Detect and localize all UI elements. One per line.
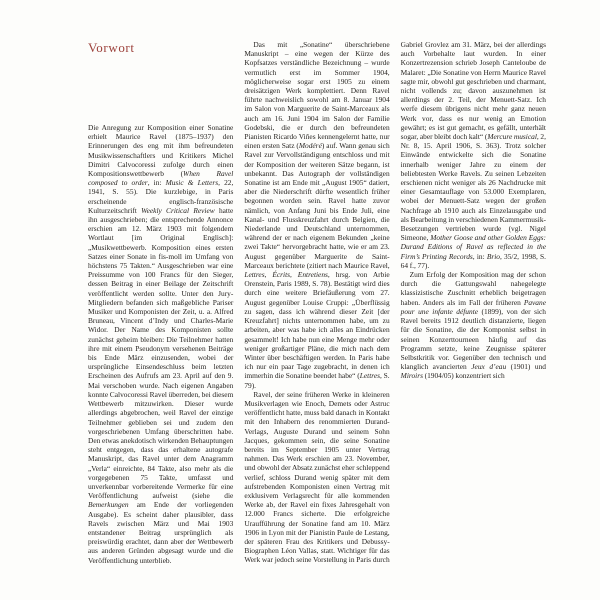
paragraph: Zum Erfolg der Komposition mag der schon durch die Gattungswahl nahegelegte klassizistische Zuschnitt erheblich beigetragen haben. Anders als im Fall der früheren Pavane pour une infante défunte (1899), von der sich Ravel bereits 1912 deutlich distanzierte, liegen für die Sonatine, die der Komponist selbst in seinen Konzerttourneen häufig auf das Programm setzte, keine Zeugnisse späterer Selbstkritik vor. Gegenüber den technisch und klanglich avancierten Jeux d’eau (1901) und Miroirs (1904/05) konzentriert sich bbox=[400, 270, 546, 381]
preface-text-flow bbox=[88, 40, 546, 567]
paragraph: Ravel, der seine früheren Werke in kleineren Musikverlagen wie Enoch, Demets oder Astruc veröffentlicht hatte, muss bald danach in Kontakt mit den Inhabern des renommierten Durand-Verlags, Auguste Durand und seinem Sohn Jacques, gekommen sein, die seine Sonatine bereits im September 1905 unter Vertrag nahmen. Das Werk erschien am 23. November, und obwohl der Absatz zunächst eher schleppend verlief, schloss Durand wenig später mit dem aufstrebenden Komponisten einen Vertrag mit exklusivem Verlagsrecht für alle kommenden Werke ab, der Ravel ein fixes Jahresgehalt von 12.000 Francs sicherte. Die erfolgreiche Uraufführung der Sonatine fand am 10. März 1906 in Lyon mit der Pianistin Paule de Lestang, der späteren Frau des Kritikers und Debussy-Biographen Léon Vallas, statt. Wichtiger für das Werk war jedoch seine Vorstellung in Paris durch Gabriel Grovlez am 31. März, bei der allerdings auch Vorbehalte laut wurden. In einer Konzertrezension schrieb Joseph Canteloube de Malaret: „Die Sonatine von Herrn Maurice Ravel sagte mir, obwohl gut geschrieben und charmant, nicht vollends zu; davon auszunehmen ist allerdings der 2. Teil, der Menuett-Satz. Ich werfe diesem übrigens nicht mehr ganz neuen Werk vor, dass es nur wenig an Emotion gewährt; es ist gut gemacht, es gefällt, unterhält sogar, aber bleibt doch kalt“ (Mercure musical, 2, Nr. 8, 15. April 1906, S. 363). Trotz solcher Einwände entwickelte sich die Sonatine innerhalb weniger Jahre zu einem der beliebtesten Werke Ravels. Zu seinen Lebzeiten erschienen nicht weniger als 26 Nachdrucke mit einer Gesamtauflage von 53.000 Exemplaren, wobei der Menuett-Satz wegen der großen Nachfrage ab 1910 auch als Einzelausgabe und als Bearbeitung in verschiedenen Kammermusik-Besetzungen vertrieben wurde (vgl. Nigel Simeone, Mother Goose and other Golden Eggs: Durand Editions of Ravel as reflected in the Firm’s Printing Records, in: Brio, 35/2, 1998, S. 64 f., 77). bbox=[244, 40, 546, 565]
page-title: Vorwort bbox=[88, 40, 135, 55]
paragraph: Das mit „Sonatine“ überschriebene Manuskript – eine wegen der Kürze des Kopfsatzes verständliche Bezeichnung – wurde vermutlich erst im Sommer 1904, möglicherweise sogar erst 1905 zu einem dreisätzigen Werk komplettiert. Denn Ravel führte nachweislich sowohl am 8. Januar 1904 im Salon von Marguerite de Saint-Marceaux als auch am 16. Juni 1904 im Salon der Familie Godebski, die er durch den befreundeten Pianisten Ricardo Viñes kennengelernt hatte, nur einen ersten Satz (Modéré) auf. Wann genau sich Ravel zur Vervollständigung entschloss und mit der Komposition der weiteren Sätze begann, ist unbekannt. Das Autograph der vollständigen Sonatine ist am Ende mit „August 1905“ datiert, aber die Niederschrift dürfte wesentlich früher begonnen worden sein. Ravel hatte zuvor nämlich, von Anfang Juni bis Ende Juli, eine Kanal- und Flusskreuzfahrt durch Belgien, die Niederlande und Deutschland unternommen, während der er nach eigenem Bekunden „keine zwei Takte“ hervorgebracht hatte, wie er am 23. August gegenüber Marguerite de Saint-Marceaux berichtete (zitiert nach Maurice Ravel, Lettres, Écrits, Entretiens, hrsg. von Arbie Orenstein, Paris 1989, S. 78). Bestätigt wird dies durch eine weitere Briefäußerung vom 27. August gegenüber Louise Cruppi: „Überflüssig zu sagen, dass ich während dieser Zeit [der Kreuzfahrt] nichts unternommen habe, um zu arbeiten, aber was habe ich alles an Eindrücken gesammelt! Ich habe nun eine Menge mehr oder weniger großartiger Pläne, die mich nach dem Winter über beschäftigen werden. In Paris habe ich nur ein paar Tage zugebracht, in denen ich immerhin die Sonatine beendet habe“ (Lettres, S. 79). bbox=[244, 40, 390, 390]
paragraph: Die Anregung zur Komposition einer Sonatine erhielt Maurice Ravel (1875–1937) den Erinnerungen des eng mit ihm befreundeten Musikwissenschaftlers und Kritikers Michel Dimitri Calvocoressi zufolge durch einen Kompositionswettbewerb (When Ravel composed to order, in: Music & Letters, 22, 1941, S. 55). Die kurzlebige, in Paris erscheinende englisch-französische Kulturzeitschrift Weekly Critical Review hatte ihn ausgeschrieben; die entsprechende Annonce erschien am 12. März 1903 mit folgendem Wortlaut [im Original Englisch]: „Musikwettbewerb. Komposition eines ersten Satzes einer Sonate in fis-moll im Umfang von höchstens 75 Takten.“ Ausgeschrieben war eine Preissumme von 100 Francs für den Sieger, dessen Beitrag in einer Beilage der Zeitschrift veröffentlicht werden sollte. Unter den Jury-Mitgliedern befanden sich maßgebliche Pariser Musiker und Komponisten der Zeit, u. a. Alfred Bruneau, Vincent d’Indy und Charles-Marie Widor. Der Name des Komponisten sollte zunächst geheim bleiben: Die Teilnehmer hatten ihre mit einem Pseudonym versehenen Beiträge bis Ende März einzusenden, wobei der ursprüngliche Einsendeschluss beim letzten Erscheinen des Aufrufs am 23. April auf den 9. Mai verschoben wurde. Nach eigenen Angaben konnte Calvocoressi Ravel überreden, bei diesem Wettbewerb mitzuwirken. Dieser wurde allerdings abgebrochen, weil Ravel der einzige Teilnehmer geblieben sei und zudem den vorgeschriebenen Umfang überschritten habe. Den etwas anekdotisch wirkenden Behauptungen steht entgegen, dass das erhaltene autografe Manuskript, das Ravel unter dem Anagramm „Verla“ einreichte, 84 Takte, also mehr als die vorgegebenen 75 Takte, umfasst und unverkennbar vorbereitende Vermerke für eine Veröffentlichung aufweist (siehe die Bemerkungen am Ende der vorliegenden Ausgabe). Es scheint daher plausibler, dass Ravels zwischen März und Mai 1903 entstandener Beitrag ursprünglich als preiswürdig erachtet, dann aber der Wettbewerb aus anderen Gründen abgesagt wurde und die Veröffentlichung unterblieb. bbox=[88, 123, 234, 565]
